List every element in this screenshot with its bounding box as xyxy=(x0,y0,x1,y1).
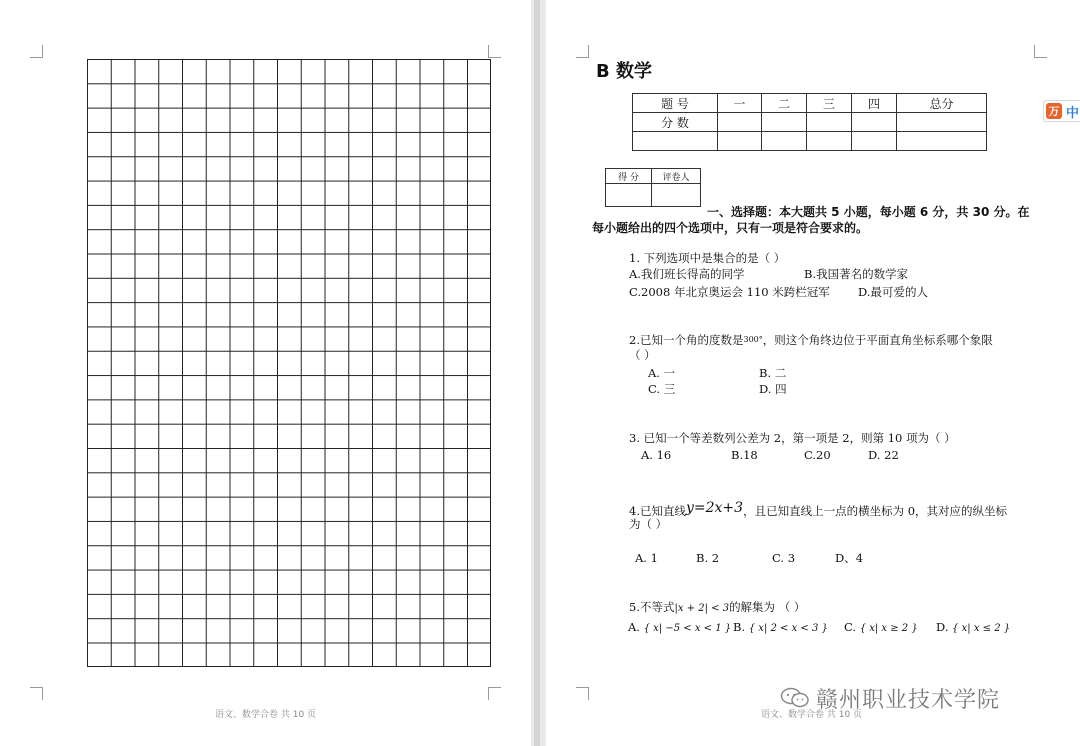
page-corner-mark xyxy=(30,687,43,700)
score-header-cell: 三 xyxy=(807,94,852,113)
option-label: B. xyxy=(733,620,746,634)
input-method-toolbar[interactable] xyxy=(1043,100,1080,122)
question-4-option-b: B. 2 xyxy=(696,551,720,565)
section-heading: 一、选择题：本大题共 5 小题，每小题 6 分，共 30 分。在 xyxy=(707,205,1030,219)
question-4-option-c: C. 3 xyxy=(772,551,796,565)
option-set: { x| 2 < x < 3 } xyxy=(748,623,828,634)
question-5-option-d xyxy=(936,619,1010,637)
left-page xyxy=(0,0,531,746)
page-corner-mark xyxy=(30,45,43,58)
inequality: |x + 2| < 3 xyxy=(674,603,730,614)
score-cell xyxy=(633,132,718,151)
watermark xyxy=(780,684,1000,712)
question-3-option-d: D. 22 xyxy=(868,448,899,462)
question-5-stem-post: 的解集为 （ ） xyxy=(729,600,806,614)
score-row-label: 分 数 xyxy=(633,113,718,132)
question-3-option-b: B.18 xyxy=(731,448,758,462)
score-cell xyxy=(807,113,852,132)
question-5-option-b xyxy=(733,619,828,637)
grader-cell xyxy=(606,184,652,207)
input-method-label: 中 xyxy=(1066,105,1080,121)
score-table-score-row xyxy=(633,113,987,132)
grader-cell xyxy=(652,184,701,207)
question-1-stem: 1. 下列选项中是集合的是（ ） xyxy=(629,251,786,265)
option-label: D. xyxy=(936,620,949,634)
page-corner-mark xyxy=(488,687,501,700)
question-2-option-a: A. 一 xyxy=(648,366,676,380)
grader-name-label: 评卷人 xyxy=(652,169,701,184)
question-2-stem-post: ，则这个角终边位于平面直角坐标系哪个象限 xyxy=(762,333,993,347)
question-2-option-b: B. 二 xyxy=(759,366,787,380)
angle-value: 300° xyxy=(743,335,763,344)
page-corner-mark xyxy=(576,687,589,700)
question-5-option-c xyxy=(844,619,918,637)
question-2-option-d: D. 四 xyxy=(759,382,787,396)
question-5-stem-pre: 5.不等式 xyxy=(629,600,675,614)
question-5-option-a xyxy=(628,619,731,637)
score-cell xyxy=(762,132,807,151)
score-cell xyxy=(897,113,987,132)
score-header-cell: 四 xyxy=(852,94,897,113)
question-4-option-a: A. 1 xyxy=(635,551,658,565)
question-2-paren: （ ） xyxy=(629,348,656,362)
question-5-stem xyxy=(629,599,805,617)
page-corner-mark xyxy=(488,45,501,58)
question-1-option-b: B.我国著名的数学家 xyxy=(804,267,909,281)
page-footer: 语文、数学合卷 共 10 页 xyxy=(761,710,863,720)
question-1-option-a: A.我们班长得高的同学 xyxy=(629,267,745,281)
page-corner-mark xyxy=(1034,45,1047,58)
score-header-cell: 题 号 xyxy=(633,94,718,113)
question-1-option-c: C.2008 年北京奥运会 110 米跨栏冠军 xyxy=(629,285,830,299)
page-title: B 数学 xyxy=(596,61,652,82)
watermark-text: 赣州职业技术学院 xyxy=(816,687,1001,713)
question-2-stem-pre: 2.已知一个角的度数是 xyxy=(629,333,744,347)
question-4-stem-line2: 为（ ） xyxy=(629,517,668,531)
option-set: { x| x ≥ 2 } xyxy=(859,623,918,634)
question-4-option-d: D、4 xyxy=(835,551,864,565)
question-1-option-d: D.最可爱的人 xyxy=(858,285,928,299)
question-2-stem xyxy=(629,332,993,348)
question-4-stem xyxy=(629,500,1007,519)
section-heading-line2: 每小题给出的四个选项中，只有一项是符合要求的。 xyxy=(592,221,869,235)
page-corner-mark xyxy=(576,45,589,58)
question-3-option-a: A. 16 xyxy=(641,448,672,462)
score-cell xyxy=(762,113,807,132)
input-method-logo-icon: 万 xyxy=(1046,103,1062,119)
score-cell xyxy=(718,113,762,132)
question-4-stem-post: ，且已知直线上一点的横坐标为 0，其对应的纵坐标 xyxy=(743,504,1008,518)
page-gutter xyxy=(531,0,546,746)
score-table xyxy=(632,93,987,151)
score-table-header-row xyxy=(633,94,987,113)
question-2-option-c: C. 三 xyxy=(648,382,676,396)
score-header-cell: 二 xyxy=(762,94,807,113)
score-cell xyxy=(852,113,897,132)
question-3-option-c: C.20 xyxy=(804,448,831,462)
option-label: C. xyxy=(844,620,857,634)
score-cell xyxy=(852,132,897,151)
line-equation: y=2x+3 xyxy=(685,500,744,516)
score-cell xyxy=(897,132,987,151)
question-3-stem: 3. 已知一个等差数列公差为 2，第一项是 2，则第 10 项为（ ） xyxy=(629,431,956,445)
question-4-stem-pre: 4.已知直线 xyxy=(629,504,686,518)
score-table-blank-row xyxy=(633,132,987,151)
grader-table xyxy=(605,168,701,207)
grader-score-label: 得 分 xyxy=(606,169,652,184)
option-label: A. xyxy=(628,620,640,634)
score-header-cell: 总分 xyxy=(897,94,987,113)
option-set: { x| x ≤ 2 } xyxy=(952,623,1011,634)
score-cell xyxy=(807,132,852,151)
score-cell xyxy=(718,132,762,151)
option-set: { x| −5 < x < 1 } xyxy=(643,623,732,634)
score-header-cell: 一 xyxy=(718,94,762,113)
wechat-icon xyxy=(780,687,810,709)
page-footer: 语文、数学合卷 共 10 页 xyxy=(215,710,317,720)
writing-grid xyxy=(87,59,491,667)
